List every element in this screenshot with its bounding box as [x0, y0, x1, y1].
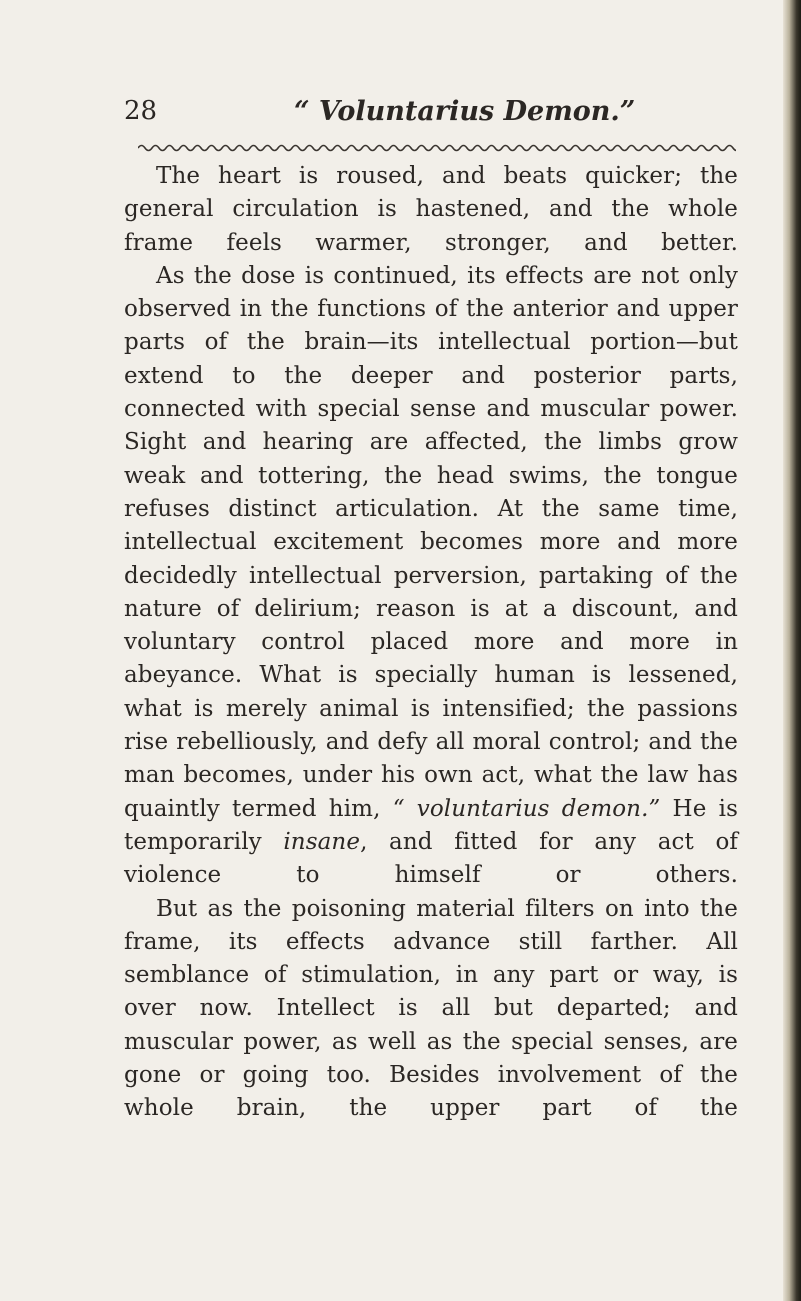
paragraph-1: The heart is roused, and beats quicker; the general circulation is hastened, and the whole frame feels warmer, stronger, and better.: [124, 163, 738, 256]
paragraph-2-text: As the dose is continued, its effects are not only observed in the functions of the anterior and upper parts of the brain—its intellectual portion—but extend to the deeper and posterior parts, connected with special sense and muscular power. Sight and hearing are affected, the limbs grow weak and tottering, the head swims, the tongue refuses distinct articulation. At the same time, intellectual excitement becomes more and more decidedly intellectual perversion, partaking of the nature of delirium; reason is at a discount, and voluntary control placed more and more in abeyance. What is specially human is lessened, what is merely animal is intensified; the passions rise rebelliously, and defy all moral control; and the man becomes, under his own act, what the law has quaintly termed him,: [124, 262, 738, 822]
paragraph-2: [124, 260, 738, 893]
wavy-rule-ornament: [138, 142, 736, 154]
page-number: 28: [124, 96, 158, 126]
paragraph-2-italic-word: insane: [283, 828, 361, 855]
paragraph-2-end: , and fitted for any act of violence to himself or others.: [124, 828, 739, 889]
running-head: [124, 96, 744, 136]
body-text: [124, 160, 738, 1126]
running-title: “ Voluntarius Demon.”: [294, 96, 636, 127]
paragraph-3: But as the poisoning material filters on into the frame, its effects advance still farther. All semblance of stimulation, in any part or way, is over now. Intellect is all but departed; and muscular power, as well as the special senses, are gone or going too. Besides involvement of the whole brain, the upper part of the: [124, 895, 738, 1122]
paragraph-2-quote: “ voluntarius demon.”: [392, 795, 661, 822]
paragraph-2-middle: He is temporarily: [124, 795, 738, 855]
binding-edge: [783, 0, 801, 1301]
